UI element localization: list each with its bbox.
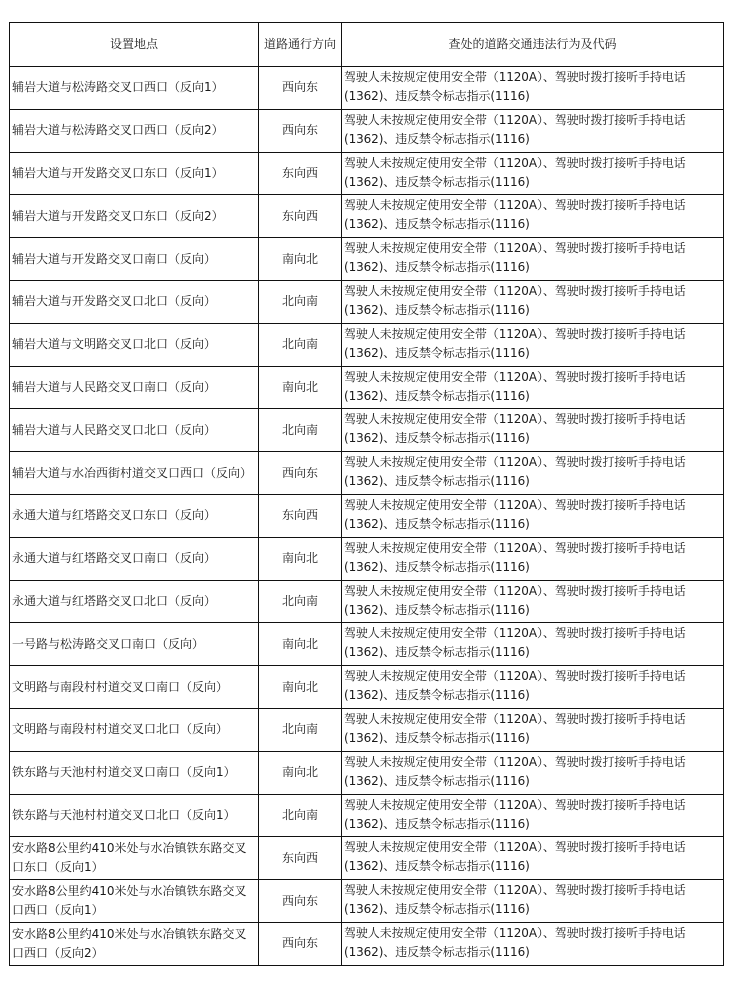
cell-violation: [342, 280, 724, 323]
cell-direction: 北向南: [259, 280, 342, 323]
violation-line-2: (1362)、违反禁令标志指示(1116): [344, 260, 530, 275]
violation-line-1: 驾驶人未按规定使用安全带（1120A）、驾驶时拨打接听手持电话: [344, 754, 686, 769]
cell-location: 永通大道与红塔路交叉口南口（反向）: [10, 537, 259, 580]
violation-line-2: (1362)、违反禁令标志指示(1116): [344, 516, 530, 531]
cell-violation: [342, 494, 724, 537]
cell-location: 一号路与松涛路交叉口南口（反向）: [10, 623, 259, 666]
cell-direction: 南向北: [259, 751, 342, 794]
cell-direction: 东向西: [259, 837, 342, 880]
cell-location: 文明路与南段村村道交叉口南口（反向）: [10, 666, 259, 709]
cell-direction: 东向西: [259, 152, 342, 195]
table-row: [10, 623, 724, 666]
cell-location: 辅岩大道与松涛路交叉口西口（反向2）: [10, 109, 259, 152]
table-row: [10, 537, 724, 580]
violation-line-1: 驾驶人未按规定使用安全带（1120A）、驾驶时拨打接听手持电话: [344, 455, 686, 470]
violation-line-2: (1362)、违反禁令标志指示(1116): [344, 559, 530, 574]
cell-violation: [342, 238, 724, 281]
header-location: 设置地点: [10, 23, 259, 67]
table-row: [10, 580, 724, 623]
cell-violation: [342, 794, 724, 837]
cell-location: 铁东路与天池村村道交叉口北口（反向1）: [10, 794, 259, 837]
cell-direction: 北向南: [259, 323, 342, 366]
violation-line-1: 驾驶人未按规定使用安全带（1120A）、驾驶时拨打接听手持电话: [344, 711, 686, 726]
cell-violation: [342, 409, 724, 452]
table-row: [10, 751, 724, 794]
cell-violation: [342, 152, 724, 195]
cell-direction: 北向南: [259, 794, 342, 837]
cell-direction: 东向西: [259, 494, 342, 537]
violation-line-1: 驾驶人未按规定使用安全带（1120A）、驾驶时拨打接听手持电话: [344, 283, 686, 298]
violation-line-2: (1362)、违反禁令标志指示(1116): [344, 89, 530, 103]
cell-location: 永通大道与红塔路交叉口东口（反向）: [10, 494, 259, 537]
table-row: [10, 922, 724, 965]
cell-direction: 南向北: [259, 666, 342, 709]
cell-direction: 南向北: [259, 366, 342, 409]
cell-violation: [342, 452, 724, 495]
violation-line-2: (1362)、违反禁令标志指示(1116): [344, 645, 530, 660]
violation-line-1: 驾驶人未按规定使用安全带（1120A）、驾驶时拨打接听手持电话: [344, 626, 686, 641]
table-row: [10, 708, 724, 751]
cell-location: 辅岩大道与松涛路交叉口西口（反向1）: [10, 67, 259, 110]
violation-line-1: 驾驶人未按规定使用安全带（1120A）、驾驶时拨打接听手持电话: [344, 883, 686, 898]
cell-location: 辅岩大道与文明路交叉口北口（反向）: [10, 323, 259, 366]
table-row: [10, 494, 724, 537]
violation-line-1: 驾驶人未按规定使用安全带（1120A）、驾驶时拨打接听手持电话: [344, 840, 686, 855]
cell-direction: 西向东: [259, 109, 342, 152]
cell-direction: 西向东: [259, 452, 342, 495]
table-row: [10, 67, 724, 110]
violation-line-1: 驾驶人未按规定使用安全带（1120A）、驾驶时拨打接听手持电话: [344, 669, 686, 684]
cell-violation: [342, 537, 724, 580]
cell-direction: 西向东: [259, 880, 342, 923]
table-row: [10, 238, 724, 281]
violation-line-1: 驾驶人未按规定使用安全带（1120A）、驾驶时拨打接听手持电话: [344, 155, 686, 170]
header-direction: 道路通行方向: [259, 23, 342, 67]
cell-violation: [342, 751, 724, 794]
violation-line-2: (1362)、违反禁令标志指示(1116): [344, 902, 530, 917]
violation-line-2: (1362)、违反禁令标志指示(1116): [344, 431, 530, 446]
violation-line-1: 驾驶人未按规定使用安全带（1120A）、驾驶时拨打接听手持电话: [344, 241, 686, 256]
cell-violation: [342, 323, 724, 366]
cell-violation: [342, 623, 724, 666]
violation-location-table-container: [9, 22, 723, 966]
cell-violation: [342, 666, 724, 709]
cell-location: 铁东路与天池村村道交叉口南口（反向1）: [10, 751, 259, 794]
violation-line-1: 驾驶人未按规定使用安全带（1120A）、驾驶时拨打接听手持电话: [344, 112, 686, 127]
violation-line-1: 驾驶人未按规定使用安全带（1120A）、驾驶时拨打接听手持电话: [344, 497, 686, 512]
cell-violation: [342, 880, 724, 923]
cell-location: 辅岩大道与人民路交叉口南口（反向）: [10, 366, 259, 409]
violation-line-1: 驾驶人未按规定使用安全带（1120A）、驾驶时拨打接听手持电话: [344, 369, 686, 384]
cell-violation: [342, 922, 724, 965]
table-row: [10, 666, 724, 709]
cell-direction: 南向北: [259, 537, 342, 580]
cell-location: 永通大道与红塔路交叉口北口（反向）: [10, 580, 259, 623]
cell-location: 安水路8公里约410米处与水冶镇铁东路交叉口西口（反向2）: [10, 922, 259, 965]
cell-location: 文明路与南段村村道交叉口北口（反向）: [10, 708, 259, 751]
cell-location: 辅岩大道与开发路交叉口东口（反向1）: [10, 152, 259, 195]
violation-line-2: (1362)、违反禁令标志指示(1116): [344, 345, 530, 360]
violation-line-1: 驾驶人未按规定使用安全带（1120A）、驾驶时拨打接听手持电话: [344, 70, 686, 84]
table-row: [10, 109, 724, 152]
violation-line-1: 驾驶人未按规定使用安全带（1120A）、驾驶时拨打接听手持电话: [344, 540, 686, 555]
violation-line-1: 驾驶人未按规定使用安全带（1120A）、驾驶时拨打接听手持电话: [344, 412, 686, 427]
violation-line-2: (1362)、违反禁令标志指示(1116): [344, 302, 530, 317]
cell-location: 安水路8公里约410米处与水冶镇铁东路交叉口东口（反向1）: [10, 837, 259, 880]
cell-location: 辅岩大道与开发路交叉口北口（反向）: [10, 280, 259, 323]
cell-violation: [342, 195, 724, 238]
table-body: [10, 67, 724, 966]
cell-location: 辅岩大道与人民路交叉口北口（反向）: [10, 409, 259, 452]
cell-direction: 东向西: [259, 195, 342, 238]
cell-direction: 西向东: [259, 67, 342, 110]
cell-direction: 西向东: [259, 922, 342, 965]
violation-line-2: (1362)、违反禁令标志指示(1116): [344, 944, 530, 959]
violation-line-1: 驾驶人未按规定使用安全带（1120A）、驾驶时拨打接听手持电话: [344, 583, 686, 598]
table-row: [10, 195, 724, 238]
cell-violation: [342, 837, 724, 880]
cell-violation: [342, 366, 724, 409]
cell-location: 辅岩大道与开发路交叉口南口（反向）: [10, 238, 259, 281]
cell-violation: [342, 67, 724, 110]
violation-line-2: (1362)、违反禁令标志指示(1116): [344, 773, 530, 788]
header-violation: 查处的道路交通违法行为及代码: [342, 23, 724, 67]
table-row: [10, 794, 724, 837]
violation-line-2: (1362)、违反禁令标志指示(1116): [344, 388, 530, 403]
cell-direction: 北向南: [259, 708, 342, 751]
cell-direction: 北向南: [259, 580, 342, 623]
violation-line-2: (1362)、违反禁令标志指示(1116): [344, 602, 530, 617]
table-row: [10, 366, 724, 409]
violation-line-1: 驾驶人未按规定使用安全带（1120A）、驾驶时拨打接听手持电话: [344, 797, 686, 812]
cell-direction: 南向北: [259, 238, 342, 281]
violation-line-2: (1362)、违反禁令标志指示(1116): [344, 217, 530, 232]
violation-line-2: (1362)、违反禁令标志指示(1116): [344, 474, 530, 489]
cell-location: 辅岩大道与开发路交叉口东口（反向2）: [10, 195, 259, 238]
table-row: [10, 152, 724, 195]
table-row: [10, 837, 724, 880]
violation-location-table: [9, 22, 724, 966]
violation-line-2: (1362)、违反禁令标志指示(1116): [344, 816, 530, 831]
table-row: [10, 880, 724, 923]
violation-line-2: (1362)、违反禁令标志指示(1116): [344, 859, 530, 874]
cell-location: 辅岩大道与水冶西街村道交叉口西口（反向）: [10, 452, 259, 495]
table-row: [10, 280, 724, 323]
violation-line-1: 驾驶人未按规定使用安全带（1120A）、驾驶时拨打接听手持电话: [344, 198, 686, 213]
violation-line-1: 驾驶人未按规定使用安全带（1120A）、驾驶时拨打接听手持电话: [344, 326, 686, 341]
cell-violation: [342, 580, 724, 623]
table-row: [10, 452, 724, 495]
table-header-row: [10, 23, 724, 67]
violation-line-1: 驾驶人未按规定使用安全带（1120A）、驾驶时拨打接听手持电话: [344, 925, 686, 940]
table-row: [10, 409, 724, 452]
cell-location: 安水路8公里约410米处与水冶镇铁东路交叉口西口（反向1）: [10, 880, 259, 923]
violation-line-2: (1362)、违反禁令标志指示(1116): [344, 174, 530, 189]
cell-direction: 南向北: [259, 623, 342, 666]
cell-violation: [342, 109, 724, 152]
violation-line-2: (1362)、违反禁令标志指示(1116): [344, 131, 530, 146]
table-row: [10, 323, 724, 366]
violation-line-2: (1362)、违反禁令标志指示(1116): [344, 688, 530, 703]
cell-violation: [342, 708, 724, 751]
cell-direction: 北向南: [259, 409, 342, 452]
violation-line-2: (1362)、违反禁令标志指示(1116): [344, 730, 530, 745]
